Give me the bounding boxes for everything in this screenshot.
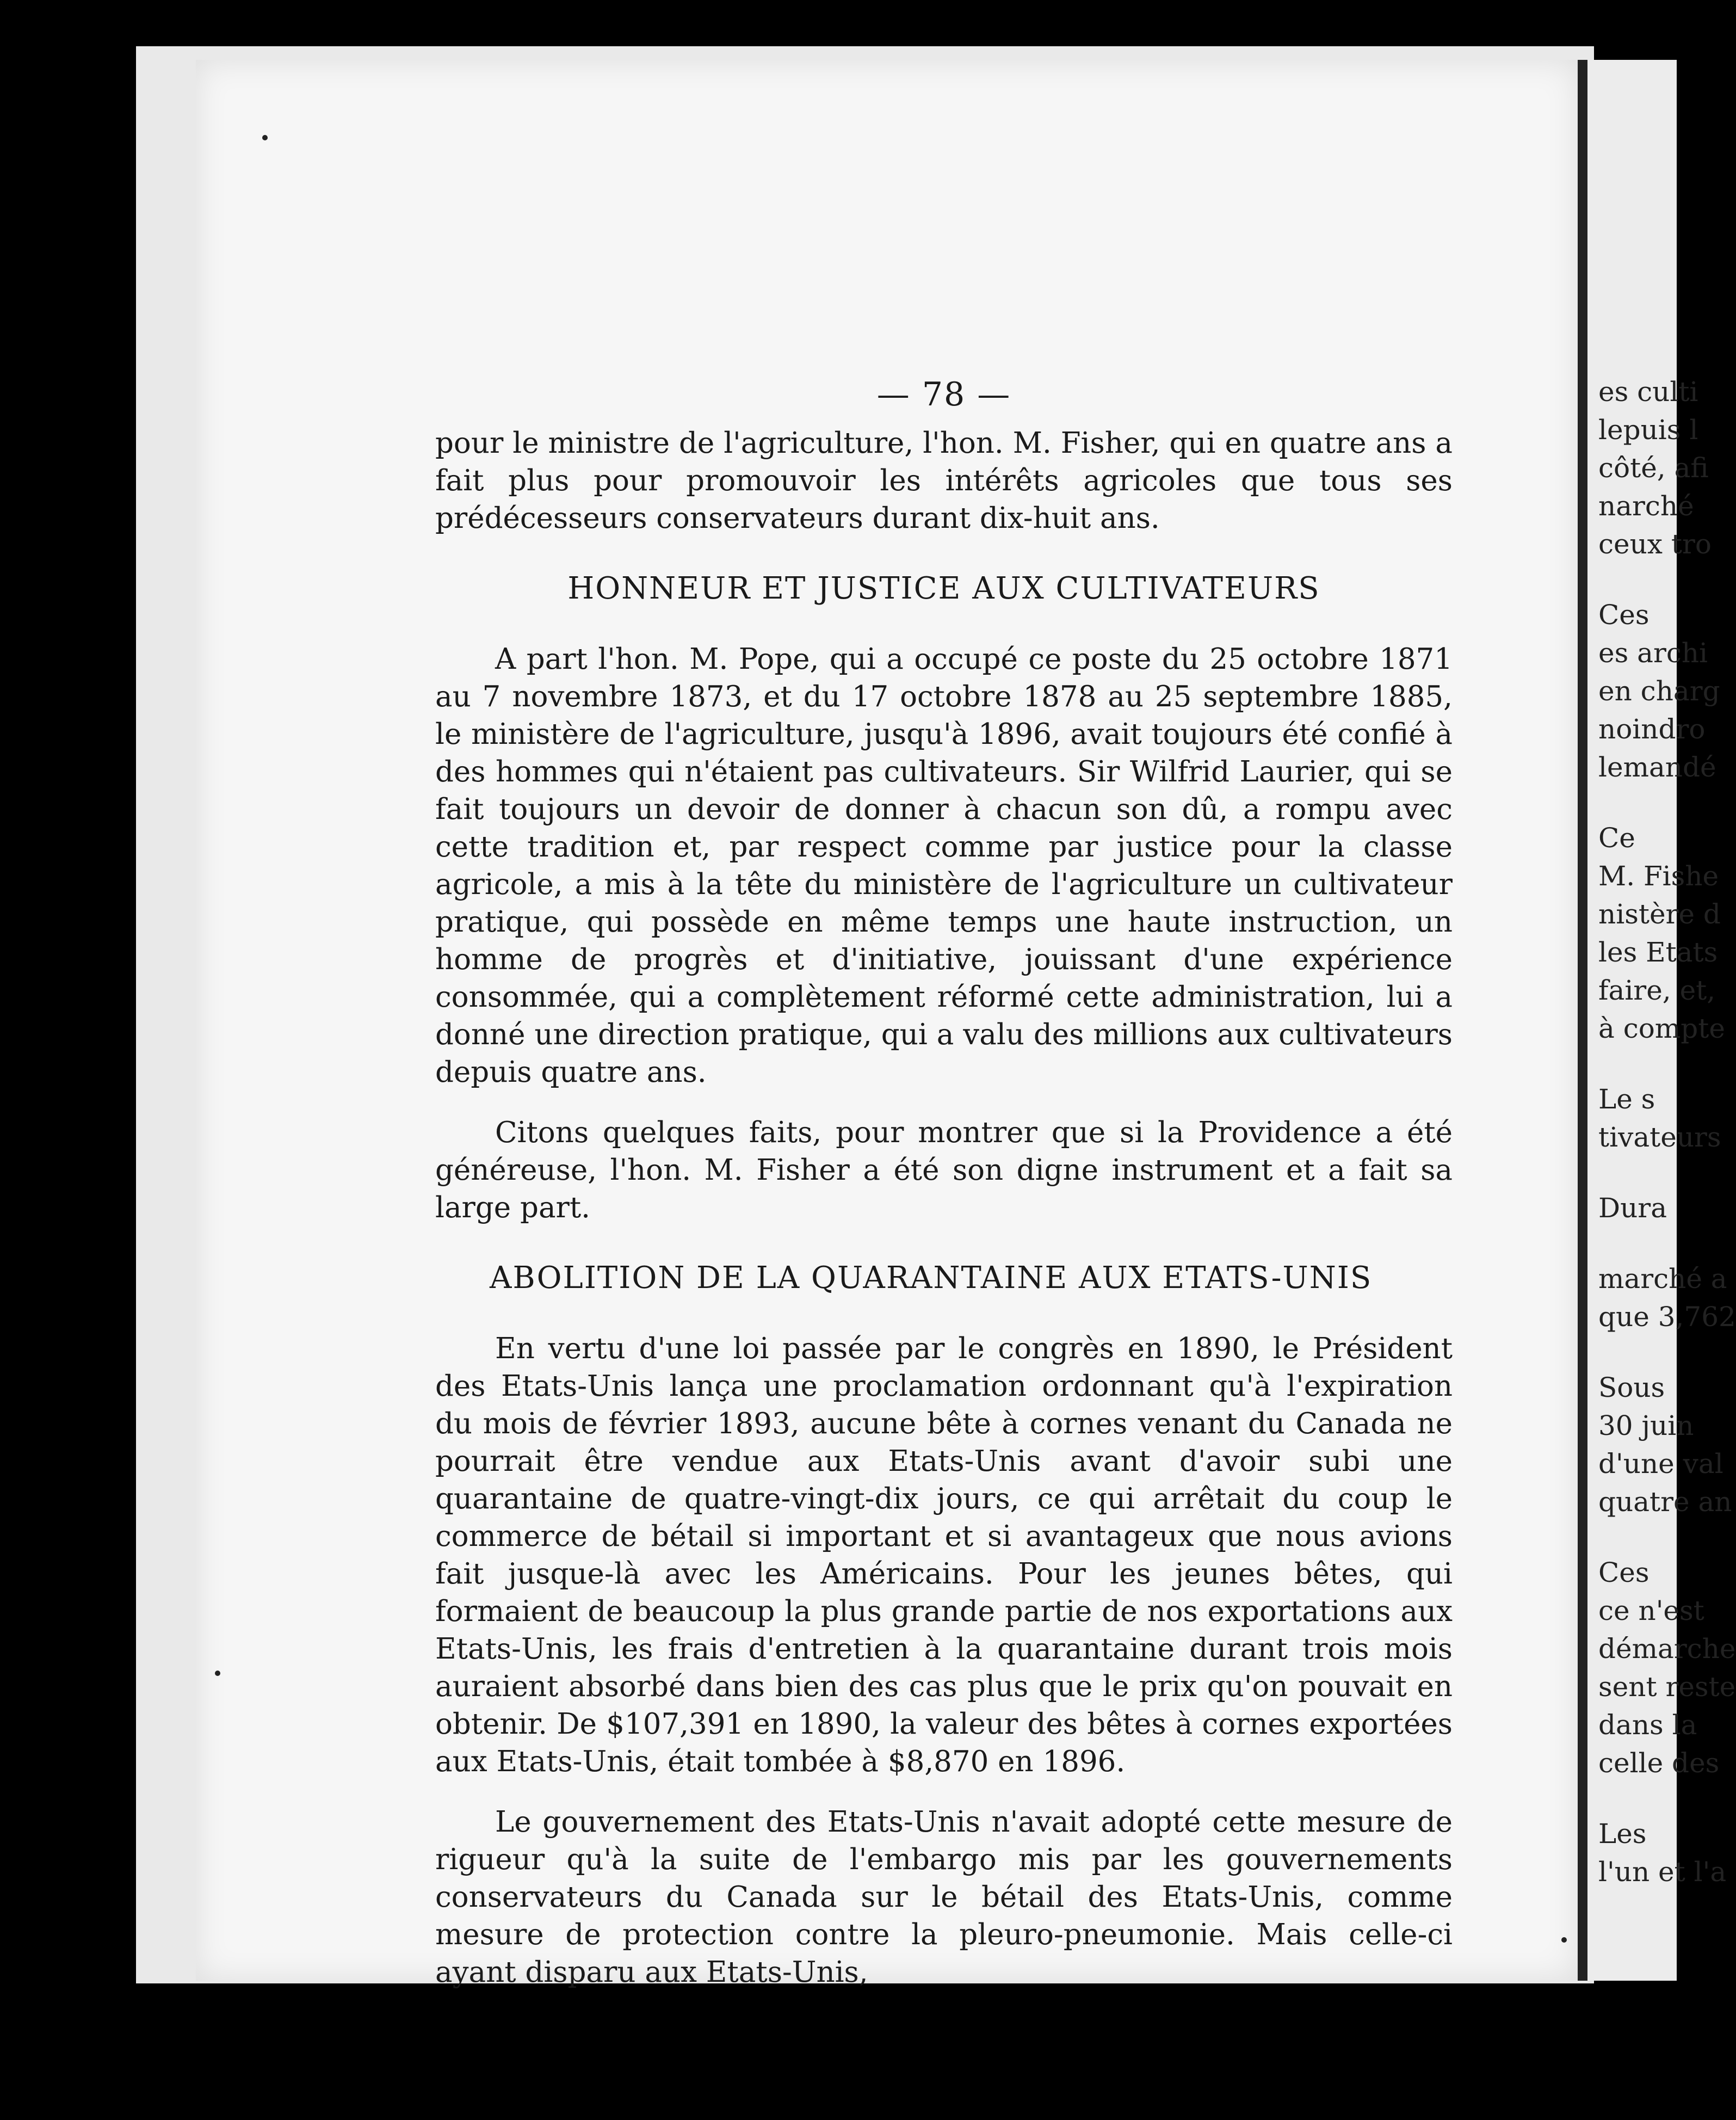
- strip-line: les Etats: [1598, 936, 1718, 968]
- ink-speck: [215, 1671, 220, 1676]
- strip-line: 30 juin: [1598, 1410, 1694, 1441]
- ink-speck: [262, 135, 268, 140]
- strip-line: que 3,762: [1598, 1301, 1736, 1333]
- strip-line: Les: [1598, 1818, 1647, 1850]
- strip-line: lemandé: [1598, 751, 1716, 783]
- paragraph-citons: Citons quelques faits, pour montrer que si la Providence a été généreuse, l'hon. M. Fisher a été son digne instrument et a fait sa large part.: [435, 1116, 1453, 1224]
- strip-line: Dura: [1598, 1192, 1667, 1224]
- strip-line: marché a: [1598, 1263, 1727, 1295]
- strip-line: celle des: [1598, 1747, 1720, 1779]
- strip-line: quatre an: [1598, 1486, 1732, 1518]
- strip-line: l'un et l'a: [1598, 1856, 1727, 1888]
- strip-line: tivateurs: [1598, 1121, 1721, 1153]
- paragraph-pope: A part l'hon. M. Pope, qui a occupé ce poste du 25 octobre 1871 au 7 novembre 1873, et du 17 octobre 1878 au 25 septembre 1885, le ministère de l'agriculture, jusqu'à 1896, avait toujours été confié à des hommes qui n'étaient pas cultivateurs. Sir Wilfrid Laurier, qui se fait toujours un devoir de donner à chacun son dû, a rompu avec cette tradition et, par respect comme par justice pour la classe agricole, a mis à la tête du ministère de l'agriculture un cultivateur pratique, qui possède en même temps une haute instruction, un homme de progrès et d'initiative, jouissant d'une expérience consommée, qui a complètement réformé cette administration, lui a donné une direction pratique, qui a valu des millions aux cultivateurs depuis quatre ans.: [435, 643, 1453, 1089]
- strip-line: d'une val: [1598, 1448, 1723, 1480]
- page-number: — 78 —: [876, 375, 1011, 414]
- strip-line: Ces: [1598, 599, 1649, 631]
- section-heading-quarantaine: ABOLITION DE LA QUARANTAINE AUX ETATS-UNIS: [490, 1260, 1373, 1296]
- book-page: [196, 60, 1578, 1989]
- page-content: [435, 310, 1453, 2014]
- strip-line: dans la: [1598, 1709, 1697, 1741]
- strip-line: à compte: [1598, 1013, 1725, 1044]
- strip-line: es archi: [1598, 637, 1708, 669]
- strip-line: narché: [1598, 490, 1694, 522]
- strip-line: faire, et,: [1598, 975, 1716, 1006]
- next-page-edge: [1578, 60, 1736, 1981]
- strip-line: es culti: [1598, 376, 1698, 408]
- strip-line: ceux tro: [1598, 528, 1712, 560]
- paragraph-gouvernement: Le gouvernement des Etats-Unis n'avait adopté cette mesure de rigueur qu'à la suite de l'embargo mis par les gouvernements conservateurs du Canada sur le bétail des Etats-Unis, comme mesure de protection contre la pleuro-pneumonie. Mais celle-ci ayant disparu aux Etats-Unis,: [435, 1805, 1453, 1989]
- strip-line: Ce: [1598, 822, 1635, 854]
- strip-line: démarche: [1598, 1633, 1736, 1665]
- intro-paragraph: pour le ministre de l'agriculture, l'hon. M. Fisher, qui en quatre ans a fait plus pour promouvoir les intérêts agricoles que tous ses prédécesseurs conservateurs durant dix-huit ans.: [435, 427, 1453, 535]
- strip-line: ce n'est: [1598, 1595, 1704, 1626]
- strip-line: Le s: [1598, 1083, 1655, 1115]
- paragraph-loi-1890: En vertu d'une loi passée par le congrès en 1890, le Président des Etats-Unis lança une proclamation ordonnant qu'à l'expiration du mois de février 1893, aucune bête à cornes venant du Canada ne pourrait être vendue aux Etats-Unis avant d'avoir subi une quarantaine de quatre-vingt-dix jours, ce qui arrêtait du coup le commerce de bétail si important et si avantageux que nous avions fait jusque-là avec les Américains. Pour les jeunes bêtes, qui formaient de beaucoup la plus grande partie de nos exportations aux Etats-Unis, les frais d'entretien à la quarantaine durant trois mois auraient absorbé dans bien des cas plus que le prix qu'on pouvait en obtenir. De $107,391 en 1890, la valeur des bêtes à cornes exportées aux Etats-Unis, était tombée à $8,870 en 1896.: [435, 1332, 1453, 1778]
- strip-line: lepuis l: [1598, 414, 1698, 446]
- strip-line: sent reste: [1598, 1671, 1736, 1703]
- strip-line: côté, afi: [1598, 452, 1709, 484]
- strip-line: Ces: [1598, 1557, 1649, 1588]
- section-heading-honneur: HONNEUR ET JUSTICE AUX CULTIVATEURS: [567, 571, 1320, 606]
- strip-line: en charg: [1598, 675, 1720, 707]
- strip-line: M. Fishe: [1598, 860, 1719, 892]
- ink-speck: [1561, 1937, 1567, 1943]
- strip-line: noindro: [1598, 713, 1706, 745]
- strip-line: Sous: [1598, 1372, 1665, 1403]
- strip-line: nistère d: [1598, 898, 1721, 930]
